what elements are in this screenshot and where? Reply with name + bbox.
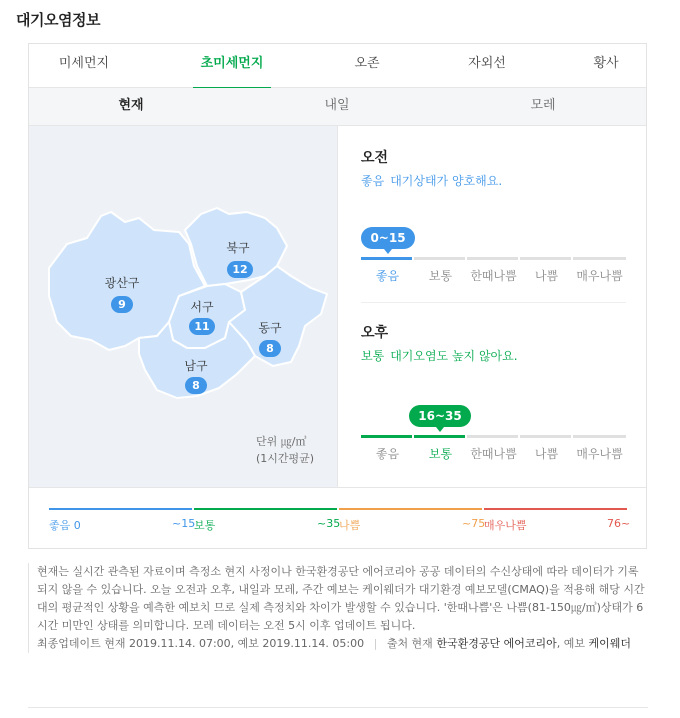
afternoon-status [361,347,518,364]
legend-end-very-bad: 76~ [607,517,631,530]
scale-seg-normal [414,257,465,260]
scale-label-bad: 나쁨 [534,447,559,461]
info-notes [28,563,648,653]
divider [361,302,626,303]
region-value-seo[interactable]: 11 [189,318,215,335]
forecast-side [337,126,646,487]
tab-yellow-dust[interactable]: 황사 [593,56,619,71]
scale-seg-good [361,435,412,438]
legend-label-normal: 보통 [194,519,216,532]
legend-end-bad: ~75 [462,517,486,530]
notes-meta [37,635,648,653]
region-label-nam: 남구 [184,359,208,373]
air-quality-panel [28,43,647,549]
pollutant-tabs [29,44,646,88]
day-tabs [29,88,646,126]
morning-grade: 좋음 [361,174,385,188]
source-mid: , 예보 [556,637,585,650]
scale-label-temp-bad: 한때나쁨 [470,269,517,283]
morning-range: 0~15 [370,231,406,245]
afternoon-range: 16~35 [418,409,462,423]
morning-range-bubble [361,227,415,249]
scale-label-good: 좋음 [375,447,400,461]
afternoon-range-bubble [409,405,471,427]
scale-label-temp-bad: 한때나쁨 [470,447,517,461]
legend-end-normal: ~35 [317,517,341,530]
source-prefix: 출처 현재 [386,637,433,650]
legend-bar-bad [339,508,482,510]
scale-seg-good [361,257,412,260]
scale-seg-temp-bad [467,257,518,260]
afternoon-grade: 보통 [361,349,385,363]
footer-divider [28,707,648,708]
legend-bar-very-bad [484,508,627,510]
region-label-gwangsan: 광산구 [104,276,140,290]
scale-label-very-bad: 매우나쁨 [576,447,623,461]
tab-ozone[interactable]: 오존 [354,56,380,71]
morning-title: 오전 [361,150,389,166]
update-time: 최종업데이트 현재 2019.11.14. 07:00, 예보 2019.11.14. 05:00 [37,637,365,650]
notes-body: 현재는 실시간 관측된 자료이며 측정소 현지 사정이나 한국환경공단 에어코리아 공공 데이터의 수신상태에 따라 데이터가 기록되지 않을 수 있습니다. 오늘 오전과 오후, 내일과 모레, 주간 예보는 케이웨더가 대기환경 예보모델(CMAQ)을 적용해 해당 시간대의 평균적인 상황을 예측한 예보치 므로 실제 측정치와 차이가 발생할 수 있습니다. '한때나쁨'은 나쁨(81-150㎍/㎥)상태가 6시간 미만인 상태를 의미합니다. 모레 데이터는 오전 5시 이후 업데이트 됩니다. [37,565,645,632]
page-title: 대기오염정보 [16,11,100,29]
legend-label-good: 좋음 0 [49,519,81,532]
region-label-dong: 동구 [258,321,282,335]
legend-bar-normal [194,508,337,510]
unit-note [256,433,314,467]
tab-day-after[interactable]: 모레 [530,98,556,113]
tab-tomorrow[interactable]: 내일 [324,98,350,113]
afternoon-title: 오후 [361,325,389,341]
morning-message: 대기상태가 양호해요. [390,174,503,188]
scale-seg-temp-bad [467,435,518,438]
region-value-nam[interactable]: 8 [185,377,207,394]
scale-seg-bad [520,435,571,438]
unit-label: 단위 ㎍/㎥ [256,435,307,448]
separator: | [373,637,378,650]
scale-seg-very-bad [573,257,626,260]
tab-fine-dust[interactable]: 미세먼지 [58,56,110,71]
tab-uv[interactable]: 자외선 [468,56,506,71]
scale-label-normal: 보통 [428,447,453,461]
afternoon-message: 대기오염도 높지 않아요. [390,349,518,363]
scale-seg-bad [520,257,571,260]
legend-label-very-bad: 매우나쁨 [484,519,527,532]
grade-legend [29,487,646,549]
scale-label-bad: 나쁨 [534,269,559,283]
region-value-buk[interactable]: 12 [227,261,253,278]
afternoon-scale [361,435,626,465]
legend-bar-good [49,508,192,510]
source-current-link[interactable]: 한국환경공단 에어코리아 [436,637,557,650]
tab-ultrafine-dust[interactable]: 초미세먼지 [193,44,271,88]
scale-label-normal: 보통 [428,269,453,283]
region-label-seo: 서구 [190,300,214,314]
unit-average: (1시간평균) [256,452,315,465]
legend-label-bad: 나쁨 [339,519,361,532]
tab-today[interactable]: 현재 [118,98,144,113]
morning-scale [361,257,626,287]
source-info [387,637,631,650]
legend-end-good: ~15 [172,517,196,530]
scale-label-very-bad: 매우나쁨 [576,269,623,283]
region-value-dong[interactable]: 8 [259,340,281,357]
morning-status [361,172,502,189]
scale-label-good: 좋음 [375,269,400,283]
scale-seg-very-bad [573,435,626,438]
region-value-gwangsan[interactable]: 9 [111,296,133,313]
region-label-buk: 북구 [226,241,250,255]
district-map [29,126,337,487]
scale-seg-normal [414,435,465,438]
source-forecast-link[interactable]: 케이웨더 [588,637,631,650]
